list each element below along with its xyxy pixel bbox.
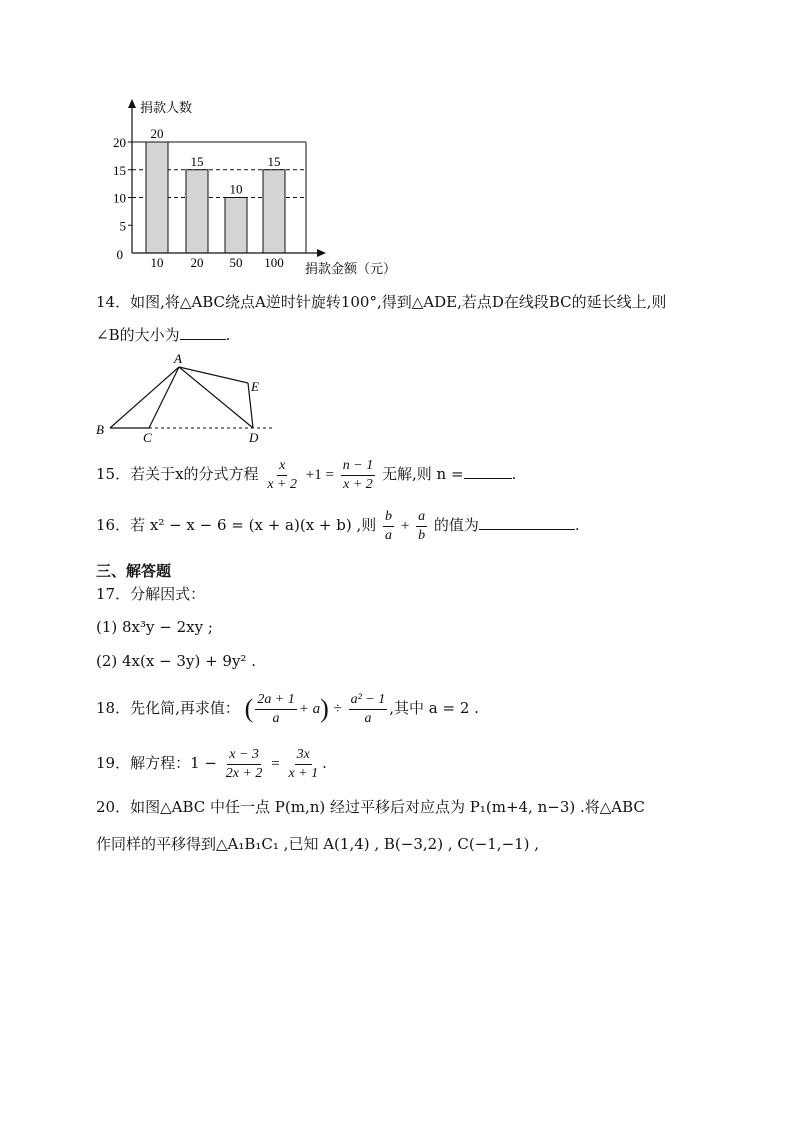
y-tick-label-15: 15: [113, 162, 126, 178]
q19-frac2-num: 3x: [295, 747, 312, 765]
label-c: C: [143, 430, 152, 445]
q15-prefix: 15．若关于x的分式方程: [96, 465, 259, 483]
q15-frac1-num: x: [277, 458, 287, 476]
q16-frac1-num: b: [383, 509, 394, 527]
q14-line2-text: ∠B的大小为: [96, 326, 180, 344]
y-tick-label-10: 10: [113, 190, 126, 206]
q18-divide: ÷: [333, 701, 342, 717]
label-a: A: [174, 351, 182, 366]
q15-fraction-2: [341, 458, 375, 493]
donation-bar-chart: [100, 90, 420, 280]
q18-left-paren: (: [244, 694, 254, 723]
q16: [96, 506, 580, 545]
q15-fraction-1: [265, 458, 299, 493]
q16-frac2-den: b: [418, 527, 426, 543]
q15-frac1-den: x + 2: [267, 476, 298, 492]
q16-fraction-1: [383, 509, 394, 544]
q18-frac2-den: a: [364, 710, 372, 726]
q19-frac1-num: x − 3: [227, 747, 261, 765]
q15-frac2-den: x + 2: [343, 476, 373, 492]
q16-suffix: 的值为: [433, 516, 479, 534]
y-tick-label-0: 0: [116, 247, 123, 262]
q15: [96, 455, 516, 494]
label-e: E: [251, 379, 259, 394]
q19-fraction-2: [286, 747, 320, 782]
q14-end: .: [225, 326, 231, 344]
segment-ab: [110, 367, 179, 428]
segment-ac: [149, 367, 179, 428]
x-tick-label-10: 10: [150, 255, 164, 270]
q17-part2: (2) 4x(x − 3y) + 9y² .: [96, 652, 256, 670]
q20-line1: 20．如图△ABC 中任一点 P(m,n) 经过平移后对应点为 P₁(m+4, n−3) .将△ABC: [96, 798, 645, 816]
q17-title: 17．分解因式：: [96, 585, 206, 603]
q16-frac1-den: a: [385, 527, 393, 543]
data-label-10: 20: [150, 126, 164, 141]
q19-fraction-1: [224, 747, 265, 782]
q15-end: .: [511, 465, 517, 483]
q16-frac2-num: a: [416, 509, 427, 527]
section-title: 三、解答题: [96, 562, 172, 580]
q16-prefix: 16．若 x² − x − 6 = (x + a)(x + b) ,则: [96, 516, 377, 534]
q15-mid: +1 =: [305, 467, 334, 483]
x-tick-label-20: 20: [190, 255, 204, 270]
q16-answer-blank: [479, 515, 575, 530]
bar-10: [146, 142, 168, 253]
q18-fraction-1: [255, 692, 296, 727]
bar-50: [225, 198, 247, 254]
q15-frac2-num: n − 1: [341, 458, 375, 476]
q18-prefix: 18．先化简,再求值：: [96, 699, 240, 717]
y-tick-label-20: 20: [113, 135, 126, 150]
q18-frac1-den: a: [272, 710, 280, 726]
q18-frac1-num: 2a + 1: [255, 692, 296, 710]
q18-suffix: ,其中 a = 2 .: [389, 699, 479, 717]
q15-suffix: 无解,则 n =: [381, 465, 464, 483]
q14-line2: [96, 325, 230, 345]
q19: [96, 744, 327, 783]
label-d: D: [249, 430, 259, 445]
q18-fraction-2: [349, 692, 388, 727]
q14-answer-blank: [180, 325, 226, 340]
bar-100: [263, 170, 285, 253]
data-label-20: 15: [190, 153, 204, 169]
q18-right-paren: ): [320, 694, 329, 723]
q14-text: 14．如图,将△ABC绕点A逆时针旋转100°,得到△ADE,若点D在线段BC的延长线上,则: [96, 293, 667, 311]
x-axis-title: 捐款金额（元）: [305, 261, 397, 276]
q18-frac2-num: a² − 1: [349, 692, 388, 710]
q18-plus-a: + a: [298, 701, 321, 717]
label-b: B: [96, 422, 104, 437]
x-axis-arrow: [317, 249, 326, 257]
y-tick-label-5: 5: [119, 218, 126, 234]
data-label-100: 15: [267, 153, 281, 169]
q18: [96, 688, 479, 729]
q19-equals: =: [271, 756, 280, 772]
rotation-diagram: [92, 350, 292, 445]
q16-end: .: [574, 516, 580, 534]
q16-plus: +: [400, 518, 410, 534]
q15-answer-blank: [464, 464, 512, 479]
q20-line2: 作同样的平移得到△A₁B₁C₁ ,已知 A(1,4) , B(−3,2) , C(−1,−1) ,: [96, 835, 540, 853]
y-axis-arrow: [128, 99, 136, 108]
data-label-50: 10: [229, 181, 243, 197]
q19-prefix: 19．解方程：1 −: [96, 754, 217, 772]
bar-20: [186, 170, 208, 253]
q19-end: .: [322, 754, 327, 772]
q16-fraction-2: [416, 509, 427, 544]
q17-part1: (1) 8x³y − 2xy ;: [96, 618, 213, 636]
q19-frac2-den: x + 1: [288, 765, 319, 781]
x-tick-label-50: 50: [229, 255, 243, 270]
y-axis-title: 捐款人数: [140, 100, 193, 115]
x-tick-label-100: 100: [264, 255, 284, 270]
q19-frac1-den: 2x + 2: [225, 765, 263, 781]
